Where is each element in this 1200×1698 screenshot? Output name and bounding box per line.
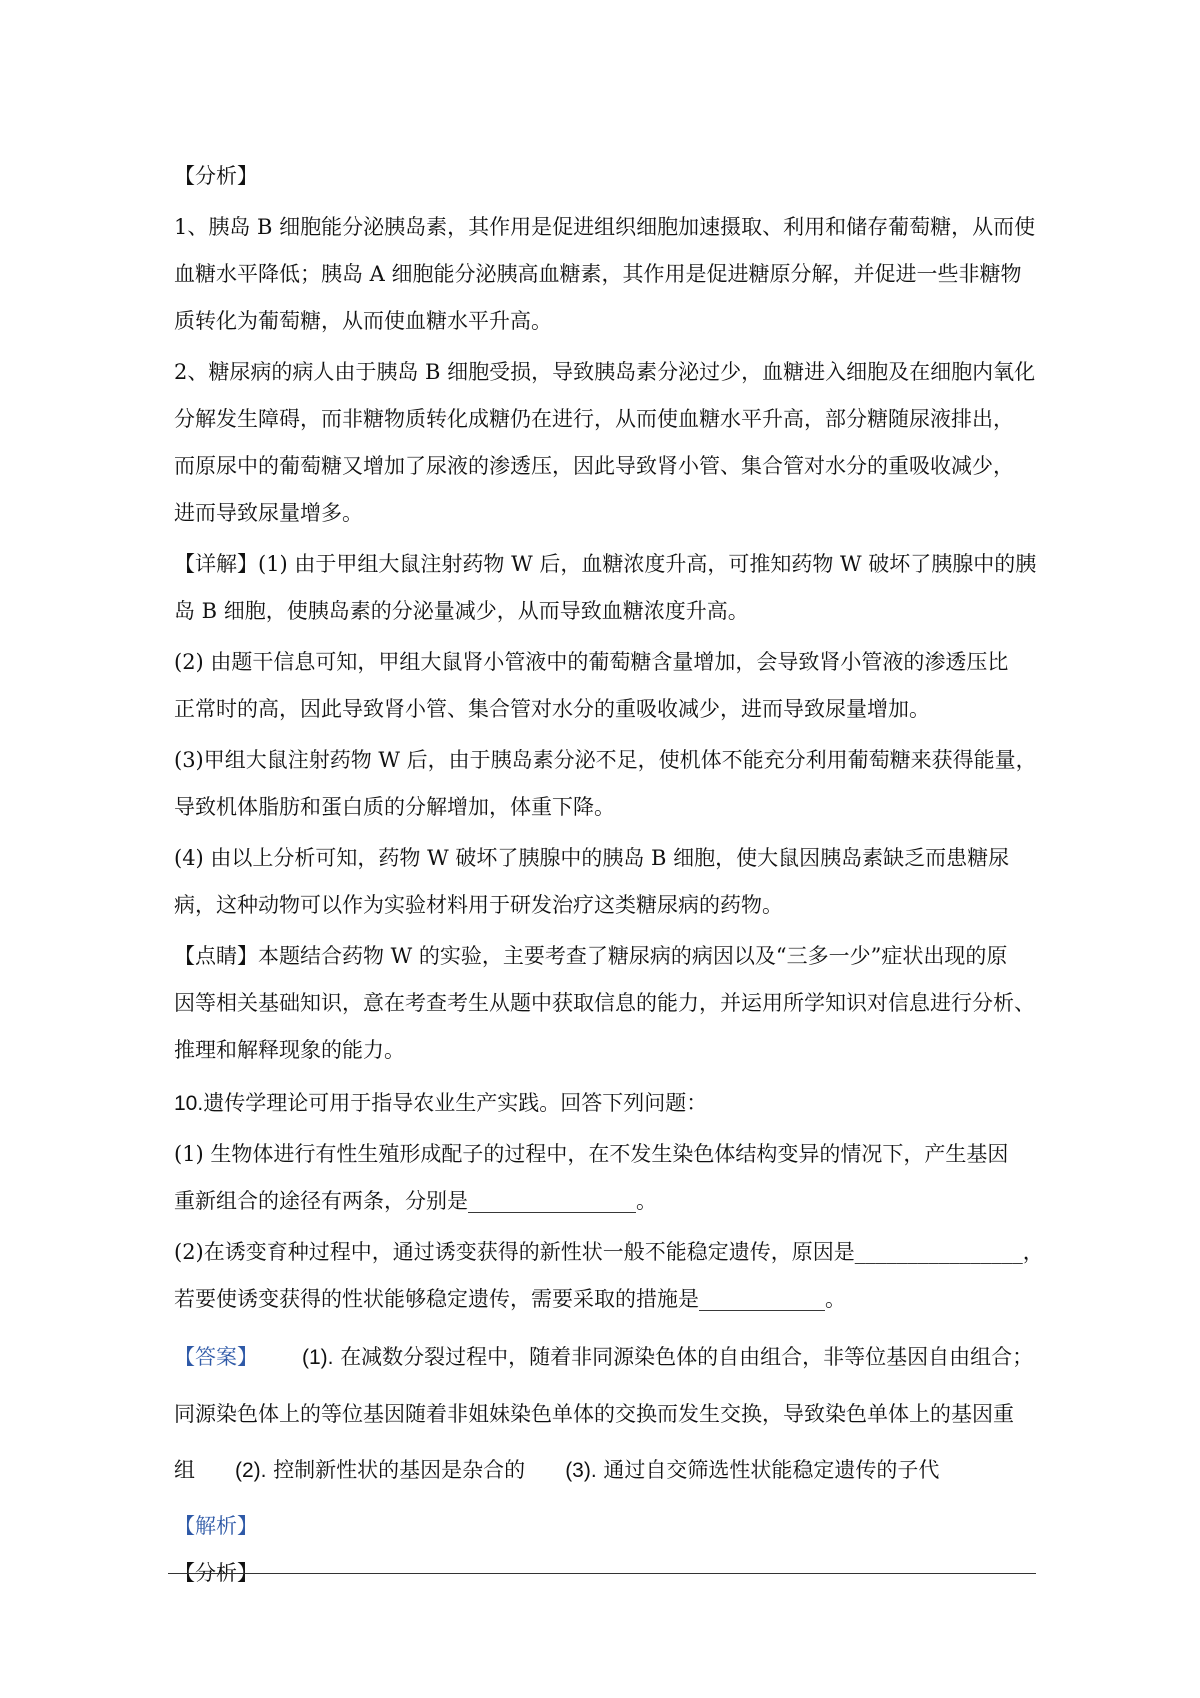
detail-3-line-1: (3)甲组大鼠注射药物 W 后，由于胰岛素分泌不足，使机体不能充分利用葡萄糖来获得能量， — [174, 748, 1037, 772]
document-content — [174, 153, 1044, 1597]
analysis-point-2-line-1: 2、糖尿病的病人由于胰岛 B 细胞受损，导致胰岛素分泌过少，血糖进入细胞及在细胞内氧化 — [174, 360, 1036, 384]
detail-3-line-2: 导致机体脂肪和蛋白质的分解增加，体重下降。 — [174, 795, 615, 819]
analysis-point-2-line-2: 分解发生障碍，而非糖物质转化成糖仍在进行，从而使血糖水平升高，部分糖随尿液排出， — [174, 407, 1014, 431]
comment-line-2: 因等相关基础知识，意在考查考生从题中获取信息的能力，并运用所学知识对信息进行分析、 — [174, 991, 1035, 1015]
analysis-point-1-line-1: 1、胰岛 B 细胞能分泌胰岛素，其作用是促进组织细胞加速摄取、利用和储存葡萄糖，从而使 — [174, 215, 1036, 239]
answer-1-text-line-1: 在减数分裂过程中，随着非同源染色体的自由组合，非等位基因自由组合； — [340, 1345, 1034, 1369]
analysis-point-2-line-4: 进而导致尿量增多。 — [174, 501, 363, 525]
question-10-part-2-line-1: (2)在诱变育种过程中，通过诱变获得的新性状一般不能稳定遗传，原因是________________， — [174, 1240, 1044, 1264]
analysis-heading-2: 【分析】 — [174, 1561, 258, 1585]
analysis-tag-text: 【解析】 — [174, 1514, 258, 1538]
question-10-part-2-line-2: 若要使诱变获得的性状能够稳定遗传，需要采取的措施是____________。 — [174, 1287, 846, 1311]
answer-line-3 — [174, 1442, 1036, 1499]
answer-2-text: 控制新性状的基因是杂合的 — [273, 1458, 526, 1482]
answer-tag: 【答案】 — [174, 1345, 258, 1369]
analysis-heading-1: 【分析】 — [174, 164, 258, 188]
analysis-point-2-line-3: 而原尿中的葡萄糖又增加了尿液的渗透压，因此导致肾小管、集合管对水分的重吸收减少， — [174, 454, 1014, 478]
detail-4-line-1: (4) 由以上分析可知，药物 W 破坏了胰腺中的胰岛 B 细胞，使大鼠因胰岛素缺乏而患糖尿 — [174, 846, 1010, 870]
question-10-part-1-line-2: 重新组合的途径有两条，分别是________________。 — [174, 1189, 657, 1213]
detail-1-line-2: 岛 B 细胞，使胰岛素的分泌量减少，从而导致血糖浓度升高。 — [174, 599, 749, 623]
answer-1-text-line-3: 组 — [174, 1458, 195, 1482]
detail-4-line-2: 病，这种动物可以作为实验材料用于研发治疗这类糖尿病的药物。 — [174, 893, 783, 917]
answer-line-1 — [174, 1329, 1036, 1386]
comment-line-3: 推理和解释现象的能力。 — [174, 1038, 405, 1062]
answer-3-text: 通过自交筛选性状能稳定遗传的子代 — [603, 1458, 940, 1482]
answer-2-number: (2). — [235, 1459, 267, 1482]
detail-2-line-2: 正常时的高，因此导致肾小管、集合管对水分的重吸收减少，进而导致尿量增加。 — [174, 697, 930, 721]
question-10-part-1-line-1: (1) 生物体进行有性生殖形成配子的过程中，在不发生染色体结构变异的情况下，产生基因 — [174, 1142, 1009, 1166]
question-10-title: 10.遗传学理论可用于指导农业生产实践。回答下列问题： — [174, 1092, 708, 1115]
comment-line-1: 【点睛】本题结合药物 W 的实验，主要考查了糖尿病的病因以及“三多一少”症状出现的原 — [174, 944, 1008, 968]
answer-1-number: (1). — [302, 1346, 334, 1369]
detail-1-line-1: 【详解】(1) 由于甲组大鼠注射药物 W 后，血糖浓度升高，可推知药物 W 破坏了胰腺中的胰 — [174, 552, 1037, 576]
page-bottom-rule — [168, 1573, 1036, 1574]
answer-3-number: (3). — [565, 1459, 597, 1482]
analysis-point-1-line-2: 血糖水平降低；胰岛 A 细胞能分泌胰高血糖素，其作用是促进糖原分解，并促进一些非糖物 — [174, 262, 1022, 286]
answer-1-text-line-2: 同源染色体上的等位基因随着非姐妹染色单体的交换而发生交换，导致染色单体上的基因重 — [174, 1402, 1014, 1426]
analysis-point-1-line-3: 质转化为葡萄糖，从而使血糖水平升高。 — [174, 309, 552, 333]
detail-2-line-1: (2) 由题干信息可知，甲组大鼠肾小管液中的葡萄糖含量增加，会导致肾小管液的渗透压比 — [174, 650, 1009, 674]
analysis-tag — [174, 1503, 1036, 1550]
